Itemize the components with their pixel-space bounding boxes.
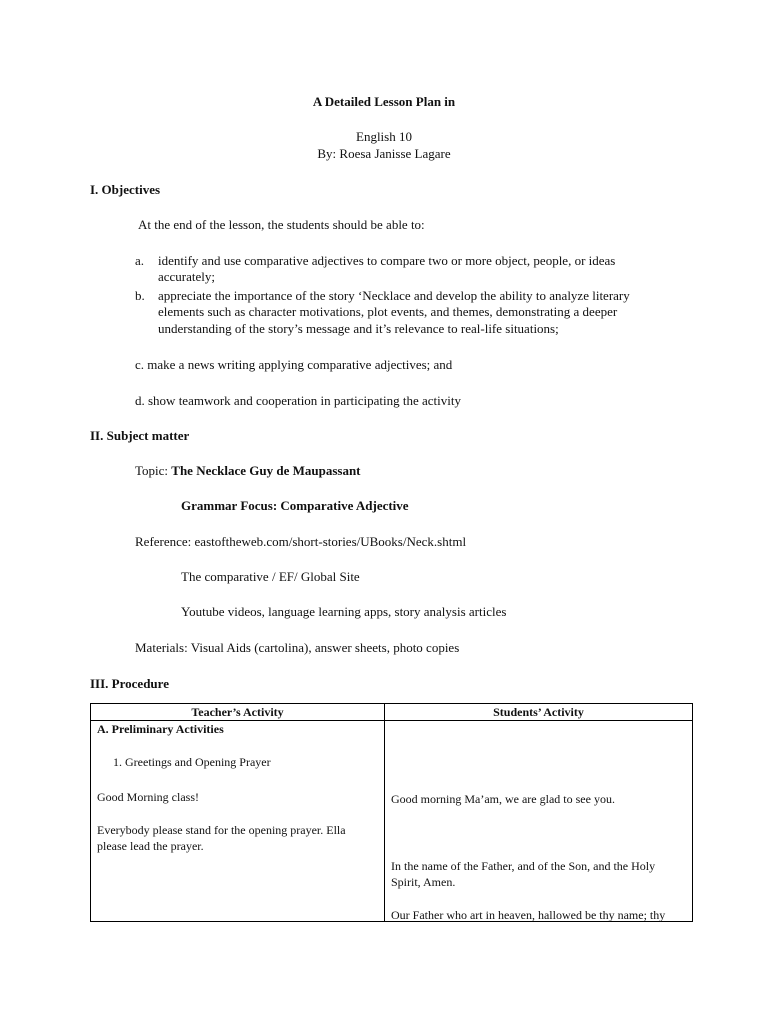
teacher-prayer-instruction-line-2: please lead the prayer. <box>97 839 204 853</box>
objective-b-line-2: elements such as character motivations, plot events, and themes, demonstrating a deeper <box>158 304 618 319</box>
reference-3: Youtube videos, language learning apps, story analysis articles <box>181 604 507 619</box>
document-subject: English 10 <box>356 129 412 144</box>
topic-label: Topic: <box>135 463 172 478</box>
teacher-greeting: Good Morning class! <box>97 790 199 804</box>
teacher-prayer-instruction-line-1: Everybody please stand for the opening prayer. Ella <box>97 823 346 837</box>
objective-b-marker: b. <box>135 288 145 303</box>
students-prayer-line-1: In the name of the Father, and of the Son, and the Holy <box>391 859 656 873</box>
objective-b-line-1: appreciate the importance of the story ‘Necklace and develop the ability to analyze literary <box>158 288 630 303</box>
students-prayer-line-2: Spirit, Amen. <box>391 875 456 889</box>
objective-a-line-2: accurately; <box>158 269 216 284</box>
objective-b-line-3: understanding of the story’s message and it’s relevance to real-life situations; <box>158 321 559 336</box>
students-greeting: Good morning Ma’am, we are glad to see you. <box>391 792 615 806</box>
teacher-activity-header: Teacher’s Activity <box>91 704 385 721</box>
preliminary-activities-heading: A. Preliminary Activities <box>97 722 224 736</box>
students-activity-header: Students’ Activity <box>385 704 693 721</box>
table-row <box>91 721 693 922</box>
topic-line <box>135 463 361 479</box>
students-our-father-line-1: Our Father who art in heaven, hallowed be thy name; thy <box>391 908 666 922</box>
reference-2: The comparative / EF/ Global Site <box>181 569 360 584</box>
procedure-table <box>90 703 693 922</box>
document-author: By: Roesa Janisse Lagare <box>317 146 451 161</box>
reference-line: Reference: eastoftheweb.com/short-stories/UBooks/Neck.shtml <box>135 534 467 549</box>
teacher-activity-cell <box>91 721 385 922</box>
subject-matter-heading: II. Subject matter <box>90 428 190 443</box>
materials-line: Materials: Visual Aids (cartolina), answer sheets, photo copies <box>135 640 460 655</box>
objectives-heading: I. Objectives <box>90 182 161 197</box>
objective-c: c. make a news writing applying comparative adjectives; and <box>135 357 453 372</box>
students-activity-cell <box>385 721 693 922</box>
objective-a-line-1: identify and use comparative adjectives to compare two or more object, people, or ideas <box>158 253 616 268</box>
objectives-intro: At the end of the lesson, the students should be able to: <box>138 217 425 232</box>
topic-value: The Necklace Guy de Maupassant <box>171 463 361 478</box>
document-title: A Detailed Lesson Plan in <box>312 94 456 109</box>
objective-d: d. show teamwork and cooperation in participating the activity <box>135 393 461 408</box>
grammar-focus: Grammar Focus: Comparative Adjective <box>181 498 409 513</box>
greetings-opening-prayer: 1. Greetings and Opening Prayer <box>113 755 271 769</box>
procedure-table-header-row <box>91 704 693 721</box>
procedure-heading: III. Procedure <box>90 676 169 691</box>
objective-a-marker: a. <box>135 253 145 268</box>
